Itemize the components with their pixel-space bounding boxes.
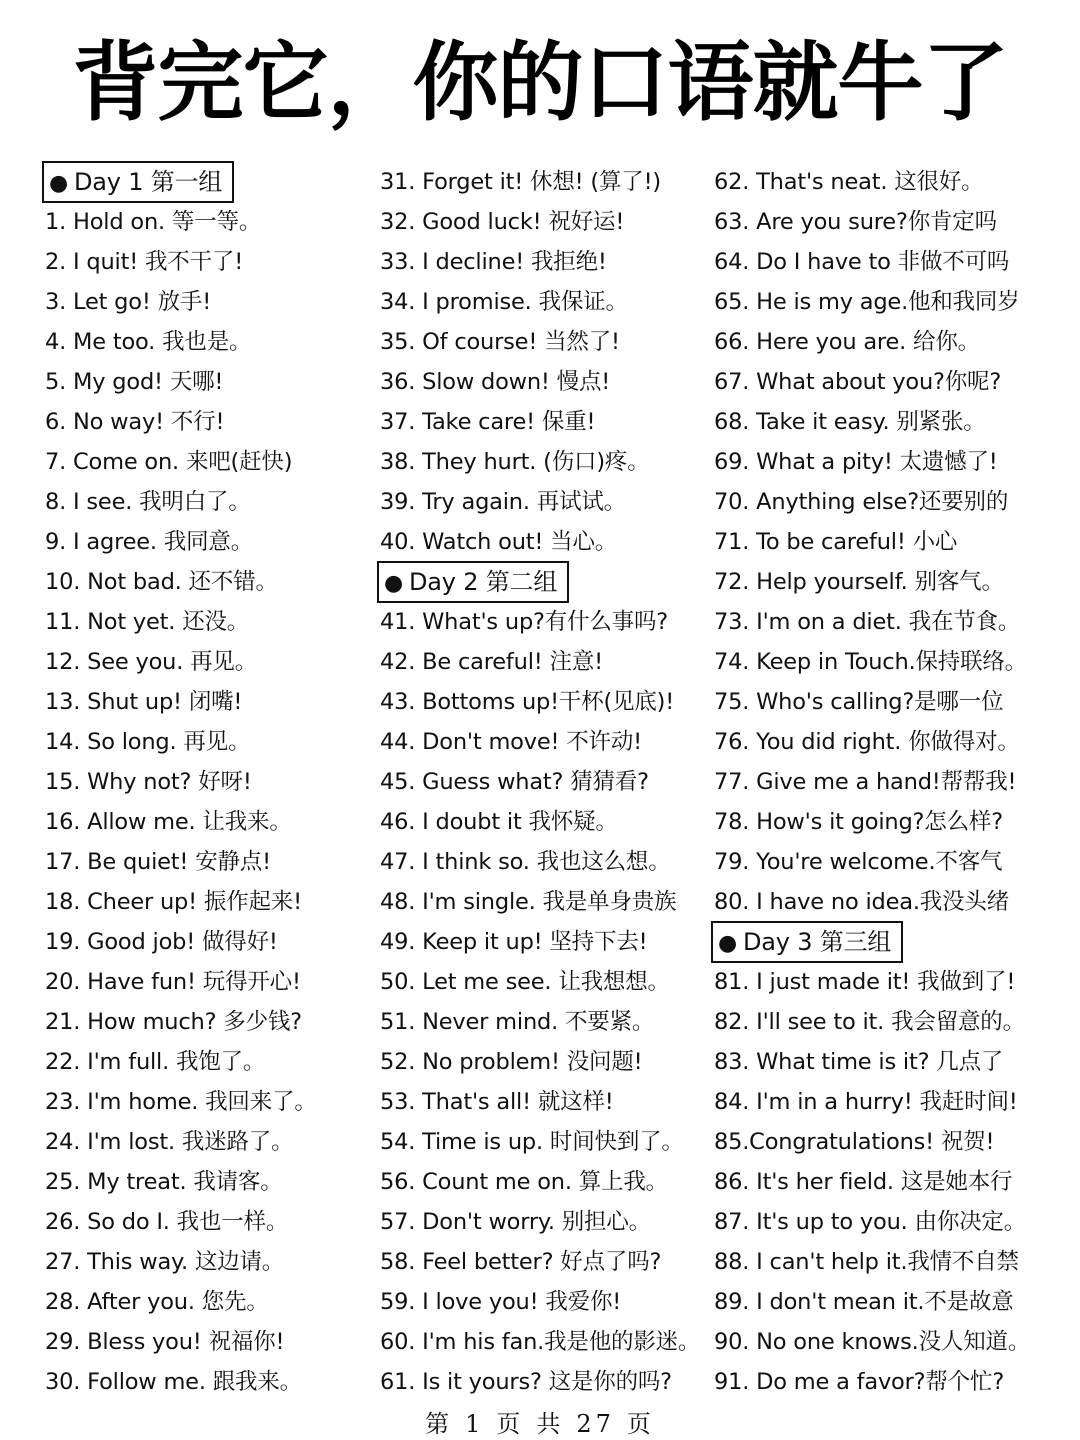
day-header-box <box>42 161 234 203</box>
phrase-item: 17. Be quiet! 安静点! <box>45 849 271 875</box>
phrase-item: 81. I just made it! 我做到了! <box>714 969 1016 995</box>
phrase-item: 23. I'm home. 我回来了。 <box>45 1089 317 1115</box>
phrase-item: 32. Good luck! 祝好运! <box>380 209 625 235</box>
phrase-item: 48. I'm single. 我是单身贵族 <box>380 889 677 915</box>
phrase-item: 52. No problem! 没问题! <box>380 1049 643 1075</box>
bullet-icon: ● <box>718 931 737 956</box>
phrase-list <box>714 162 1054 922</box>
phrase-item: 59. I love you! 我爱你! <box>380 1289 622 1315</box>
section-header-day1 <box>45 162 385 202</box>
phrase-item: 22. I'm full. 我饱了。 <box>45 1049 266 1075</box>
page-footer <box>0 1404 1080 1439</box>
phrase-item: 26. So do I. 我也一样。 <box>45 1209 289 1235</box>
phrase-item: 56. Count me on. 算上我。 <box>380 1169 668 1195</box>
phrase-item: 42. Be careful! 注意! <box>380 649 603 675</box>
footer-total-word: 共 <box>536 1410 565 1438</box>
phrase-item: 79. You're welcome.不客气 <box>714 849 1003 875</box>
phrase-item: 90. No one knows.没人知道。 <box>714 1329 1031 1355</box>
phrase-item: 91. Do me a favor?帮个忙? <box>714 1369 1005 1395</box>
phrase-item: 13. Shut up! 闭嘴! <box>45 689 243 715</box>
phrase-item: 80. I have no idea.我没头绪 <box>714 889 1009 915</box>
phrase-item: 33. I decline! 我拒绝! <box>380 249 607 275</box>
column-2 <box>380 162 720 1402</box>
phrase-item: 43. Bottoms up!干杯(见底)! <box>380 689 675 715</box>
phrase-item: 15. Why not? 好呀! <box>45 769 252 795</box>
phrase-item: 38. They hurt. (伤口)疼。 <box>380 449 650 475</box>
phrase-item: 3. Let go! 放手! <box>45 289 212 315</box>
phrase-item: 10. Not bad. 还不错。 <box>45 569 278 595</box>
phrase-item: 14. So long. 再见。 <box>45 729 251 755</box>
phrase-item: 53. That's all! 就这样! <box>380 1089 614 1115</box>
phrase-item: 76. You did right. 你做得对。 <box>714 729 1020 755</box>
phrase-item: 46. I doubt it 我怀疑。 <box>380 809 618 835</box>
footer-suffix: 页 <box>626 1410 655 1438</box>
footer-page-number: 1 <box>465 1410 485 1438</box>
phrase-item: 72. Help yourself. 别客气。 <box>714 569 1004 595</box>
day-label: Day 2 第二组 <box>409 568 558 596</box>
phrase-item: 41. What's up?有什么事吗? <box>380 609 669 635</box>
phrase-item: 87. It's up to you. 由你决定。 <box>714 1209 1027 1235</box>
phrase-item: 54. Time is up. 时间快到了。 <box>380 1129 684 1155</box>
phrase-item: 50. Let me see. 让我想想。 <box>380 969 670 995</box>
phrase-item: 62. That's neat. 这很好。 <box>714 169 984 195</box>
phrase-item: 35. Of course! 当然了! <box>380 329 620 355</box>
phrase-list <box>380 162 720 562</box>
column-1 <box>45 162 385 1402</box>
phrase-item: 77. Give me a hand!帮帮我! <box>714 769 1017 795</box>
phrase-item: 73. I'm on a diet. 我在节食。 <box>714 609 1021 635</box>
phrase-item: 9. I agree. 我同意。 <box>45 529 254 555</box>
phrase-item: 31. Forget it! 休想! (算了!) <box>380 169 661 195</box>
phrase-item: 75. Who's calling?是哪一位 <box>714 689 1004 715</box>
phrase-item: 63. Are you sure?你肯定吗 <box>714 209 997 235</box>
phrase-item: 6. No way! 不行! <box>45 409 225 435</box>
phrase-item: 57. Don't worry. 别担心。 <box>380 1209 651 1235</box>
phrase-item: 5. My god! 天哪! <box>45 369 224 395</box>
phrase-item: 27. This way. 这边请。 <box>45 1249 285 1275</box>
phrase-item: 30. Follow me. 跟我来。 <box>45 1369 302 1395</box>
phrase-item: 37. Take care! 保重! <box>380 409 596 435</box>
phrase-item: 68. Take it easy. 别紧张。 <box>714 409 986 435</box>
phrase-item: 49. Keep it up! 坚持下去! <box>380 929 648 955</box>
phrase-item: 40. Watch out! 当心。 <box>380 529 618 555</box>
phrase-item: 20. Have fun! 玩得开心! <box>45 969 301 995</box>
phrase-item: 39. Try again. 再试试。 <box>380 489 626 515</box>
footer-total-pages: 27 <box>576 1410 615 1438</box>
phrase-item: 19. Good job! 做得好! <box>45 929 278 955</box>
phrase-list <box>714 962 1054 1402</box>
phrase-item: 61. Is it yours? 这是你的吗? <box>380 1369 672 1395</box>
phrase-item: 8. I see. 我明白了。 <box>45 489 251 515</box>
phrase-item: 84. I'm in a hurry! 我赶时间! <box>714 1089 1018 1115</box>
phrase-item: 7. Come on. 来吧(赶快) <box>45 449 293 475</box>
phrase-item: 82. I'll see to it. 我会留意的。 <box>714 1009 1025 1035</box>
phrase-item: 47. I think so. 我也这么想。 <box>380 849 671 875</box>
phrase-item: 64. Do I have to 非做不可吗 <box>714 249 1010 275</box>
phrase-item: 24. I'm lost. 我迷路了。 <box>45 1129 294 1155</box>
phrase-item: 18. Cheer up! 振作起来! <box>45 889 302 915</box>
phrase-item: 89. I don't mean it.不是故意 <box>714 1289 1014 1315</box>
phrase-list <box>45 202 385 1402</box>
day-label: Day 3 第三组 <box>743 928 892 956</box>
phrase-item: 34. I promise. 我保证。 <box>380 289 628 315</box>
phrase-item: 74. Keep in Touch.保持联络。 <box>714 649 1027 675</box>
phrase-item: 71. To be careful! 小心 <box>714 529 958 555</box>
day-label: Day 1 第一组 <box>74 168 223 196</box>
phrase-item: 85.Congratulations! 祝贺! <box>714 1129 995 1155</box>
phrase-item: 65. He is my age.他和我同岁 <box>714 289 1020 315</box>
phrase-item: 2. I quit! 我不干了! <box>45 249 244 275</box>
column-3 <box>714 162 1054 1402</box>
phrase-list <box>380 602 720 1402</box>
phrase-item: 67. What about you?你呢? <box>714 369 1002 395</box>
footer-page-word: 页 <box>496 1410 525 1438</box>
phrase-item: 36. Slow down! 慢点! <box>380 369 611 395</box>
footer-prefix: 第 <box>425 1410 454 1438</box>
phrase-item: 28. After you. 您先。 <box>45 1289 269 1315</box>
phrase-item: 69. What a pity! 太遗憾了! <box>714 449 998 475</box>
phrase-item: 11. Not yet. 还没。 <box>45 609 250 635</box>
phrase-item: 60. I'm his fan.我是他的影迷。 <box>380 1329 701 1355</box>
phrase-item: 86. It's her field. 这是她本行 <box>714 1169 1013 1195</box>
phrase-item: 21. How much? 多少钱? <box>45 1009 302 1035</box>
phrase-item: 70. Anything else?还要别的 <box>714 489 1009 515</box>
bullet-icon: ● <box>384 571 403 596</box>
phrase-item: 16. Allow me. 让我来。 <box>45 809 292 835</box>
day-header-box <box>711 921 903 963</box>
phrase-item: 66. Here you are. 给你。 <box>714 329 980 355</box>
phrase-item: 45. Guess what? 猜猜看? <box>380 769 649 795</box>
bullet-icon: ● <box>49 171 68 196</box>
section-header-day2 <box>380 562 720 602</box>
phrase-item: 88. I can't help it.我情不自禁 <box>714 1249 1019 1275</box>
day-header-box <box>377 561 569 603</box>
phrase-item: 1. Hold on. 等一等。 <box>45 209 262 235</box>
phrase-item: 44. Don't move! 不许动! <box>380 729 642 755</box>
phrase-item: 58. Feel better? 好点了吗? <box>380 1249 662 1275</box>
phrase-item: 51. Never mind. 不要紧。 <box>380 1009 655 1035</box>
phrase-item: 4. Me too. 我也是。 <box>45 329 252 355</box>
section-header-day3 <box>714 922 1054 962</box>
phrase-item: 78. How's it going?怎么样? <box>714 809 1003 835</box>
phrase-item: 83. What time is it? 几点了 <box>714 1049 1004 1075</box>
page-title: 背完它，你的口语就牛了 <box>72 33 1008 133</box>
phrase-item: 25. My treat. 我请客。 <box>45 1169 283 1195</box>
phrase-item: 29. Bless you! 祝福你! <box>45 1329 285 1355</box>
phrase-item: 12. See you. 再见。 <box>45 649 258 675</box>
